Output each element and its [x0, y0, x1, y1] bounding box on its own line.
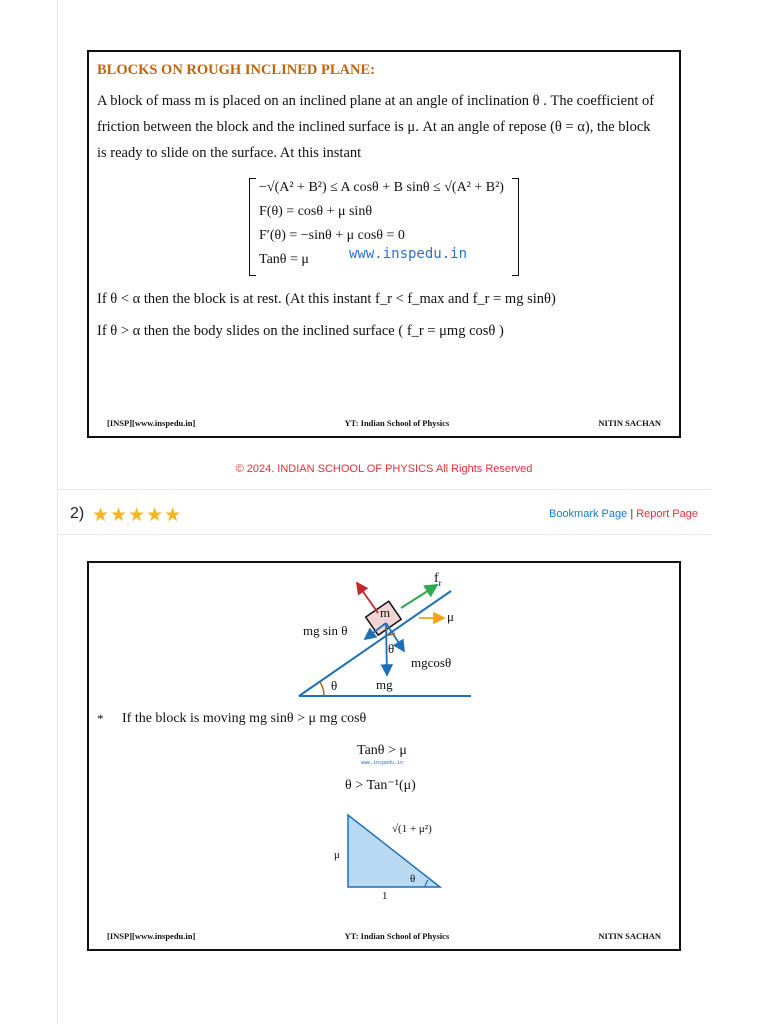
mu-label: μ	[447, 609, 454, 624]
report-page-link[interactable]: Report Page	[636, 508, 698, 520]
tan-inequality: Tanθ > μ	[357, 743, 407, 758]
hypotenuse-label: √(1 + μ²)	[392, 823, 432, 835]
question-header	[70, 502, 698, 530]
slide-incline-diagram	[87, 561, 681, 951]
divider-bottom	[57, 534, 711, 535]
condition-rest: If θ < α then the block is at rest. (At this instant f_r < f_max and f_r = mg sinθ)	[97, 291, 556, 307]
footer-right-2: NITIN SACHAN	[598, 931, 661, 941]
page-actions	[549, 508, 698, 520]
question-number: 2)	[70, 505, 85, 522]
base-angle-arc	[320, 682, 324, 696]
equation-block	[249, 178, 519, 276]
footer-left: [INSP][www.inspedu.in]	[107, 418, 196, 428]
right-bracket	[512, 178, 519, 276]
incline-line	[299, 591, 451, 696]
moving-condition: If the block is moving mg sinθ > μ mg cosθ	[122, 711, 367, 726]
footer-left-2: [INSP][www.inspedu.in]	[107, 931, 196, 941]
slide-blocks-rough-incline	[87, 50, 681, 438]
mgcos-label: mgcosθ	[411, 655, 452, 670]
equation-4: Tanθ = μ	[259, 252, 309, 267]
star-rating-icon[interactable]: ★★★★★	[92, 505, 183, 526]
link-separator: |	[630, 508, 634, 520]
copyright-text: © 2024. INDIAN SCHOOL OF PHYSICS All Rights Reserved	[235, 463, 533, 475]
bullet-mark: *	[97, 711, 104, 726]
equation-2: F(θ) = cosθ + μ sinθ	[259, 204, 373, 219]
watermark-text: www.inspedu.in	[349, 246, 468, 262]
triangle-theta-label: θ	[410, 873, 416, 885]
divider-top	[57, 489, 711, 490]
page-left-rule	[57, 0, 58, 1024]
watermark-text-2: www.inspedu.in	[361, 760, 404, 766]
side-mu-label: μ	[334, 849, 340, 861]
intro-paragraph	[97, 88, 677, 166]
m-label: m	[380, 605, 391, 620]
theta-block-label: θ	[388, 641, 395, 656]
footer-right: NITIN SACHAN	[598, 418, 661, 428]
footer-center-2: YT: Indian School of Physics	[344, 931, 450, 941]
fr-label: $f_r$	[434, 571, 442, 588]
slide-footer	[107, 418, 661, 428]
equation-1: −√(A² + B²) ≤ A cosθ + B sinθ ≤ √(A² + B²)	[259, 180, 504, 195]
mg-arrow	[386, 623, 387, 675]
footer-center: YT: Indian School of Physics	[344, 418, 450, 428]
intro-line-1: A block of mass m is placed on an inclined plane at an angle of inclination θ . The coefficient of	[97, 93, 655, 109]
normal-arrow	[357, 583, 378, 613]
mg-label: mg	[376, 677, 393, 692]
theta-base-label: θ	[331, 678, 338, 693]
bookmark-page-link[interactable]: Bookmark Page	[548, 508, 628, 520]
left-bracket	[249, 178, 256, 276]
arctan-inequality: θ > Tan⁻¹(μ)	[345, 778, 416, 793]
intro-line-3: is ready to slide on the surface. At this instant	[97, 145, 362, 161]
base-one-label: 1	[382, 890, 388, 902]
slide-title: BLOCKS ON ROUGH INCLINED PLANE:	[97, 62, 375, 78]
mgsin-label: mg sin θ	[303, 623, 348, 638]
condition-slide: If θ > α then the body slides on the inclined surface ( f_r = μmg cosθ )	[97, 323, 504, 339]
slide-footer-2	[107, 931, 661, 941]
intro-line-2: friction between the block and the inclined surface is μ. At an angle of repose (θ = α), the block	[97, 119, 651, 135]
equation-3: F′(θ) = −sinθ + μ cosθ = 0	[259, 228, 405, 243]
